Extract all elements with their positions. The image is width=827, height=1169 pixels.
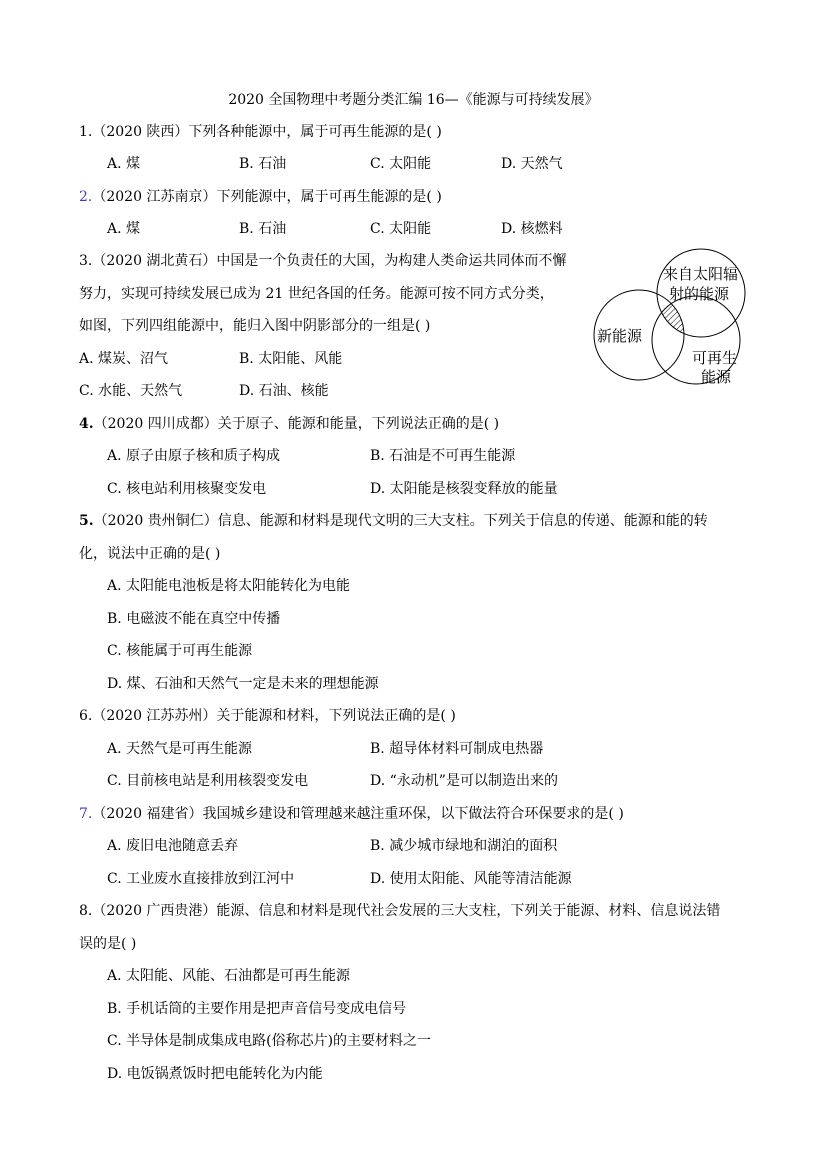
question-7-number: 7. <box>79 806 93 822</box>
q8-option-a: A. 太阳能、风能、石油都是可再生能源 <box>107 968 351 984</box>
q6-option-b: B. 超导体材料可制成电热器 <box>370 741 544 757</box>
q6-option-c: C. 目前核电站是利用核裂变发电 <box>107 773 309 789</box>
q1-option-b: B. 石油 <box>239 156 287 172</box>
q2-option-d: D. 核燃料 <box>501 221 563 237</box>
q7-option-a: A. 废旧电池随意丢弃 <box>107 838 239 854</box>
question-5-stem-line-1 <box>79 510 708 530</box>
question-1-stem: 1.（2020 陕西）下列各种能源中，属于可再生能源的是( ) <box>79 124 442 140</box>
q3-option-d: D. 石油、核能 <box>239 383 329 399</box>
question-3-stem-line-2: 努力，实现可持续发展已成为 21 世纪各国的任务。能源可按不同方式分类， <box>79 286 554 302</box>
q5-option-b: B. 电磁波不能在真空中传播 <box>107 611 281 627</box>
label-solar-line-1: 来自太阳辐 <box>663 265 739 283</box>
question-5-text: （2020 贵州铜仁）信息、能源和材料是现代文明的三大支柱。下列关于信息的传递、能源和能的转 <box>93 513 708 529</box>
question-8-stem-line-1: 8.（2020 广西贵港）能源、信息和材料是现代社会发展的三大支柱，下列关于能源、材料、信息说法错 <box>79 903 721 919</box>
question-4-number: 4. <box>79 416 94 432</box>
label-renewable-line-2: 能源 <box>701 368 732 386</box>
q1-option-a: A. 煤 <box>107 156 141 172</box>
q8-option-d: D. 电饭锅煮饭时把电能转化为内能 <box>107 1066 323 1082</box>
q7-option-b: B. 减少城市绿地和湖泊的面积 <box>370 838 558 854</box>
q3-option-b: B. 太阳能、风能 <box>239 351 343 367</box>
question-7-stem <box>79 803 624 823</box>
q5-option-a: A. 太阳能电池板是将太阳能转化为电能 <box>107 578 351 594</box>
question-3-stem-line-1: 3.（2020 湖北黄石）中国是一个负责任的大国，为构建人类命运共同体而不懈 <box>79 253 567 269</box>
venn-diagram <box>589 247 754 387</box>
question-4-text: （2020 四川成都）关于原子、能源和能量，下列说法正确的是( ) <box>93 416 500 432</box>
q1-option-d: D. 天然气 <box>501 156 563 172</box>
q3-option-a: A. 煤炭、沼气 <box>79 351 169 367</box>
question-7-text: （2020 福建省）我国城乡建设和管理越来越注重环保，以下做法符合环保要求的是( ) <box>92 806 624 822</box>
q2-option-b: B. 石油 <box>239 221 287 237</box>
q8-option-c: C. 半导体是制成集成电路(俗称芯片)的主要材料之一 <box>107 1033 432 1049</box>
q2-option-a: A. 煤 <box>107 221 141 237</box>
question-2-text: （2020 江苏南京）下列能源中，属于可再生能源的是( ) <box>92 189 442 205</box>
q6-option-d: D. “永动机”是可以制造出来的 <box>370 773 558 789</box>
question-6-stem: 6.（2020 江苏苏州）关于能源和材料，下列说法正确的是( ) <box>79 708 456 724</box>
question-2-number: 2. <box>79 189 93 205</box>
question-4-stem <box>79 413 499 433</box>
q7-option-c: C. 工业废水直接排放到江河中 <box>107 871 295 887</box>
q1-option-c: C. 太阳能 <box>370 156 432 172</box>
venn-diagram-svg <box>589 247 754 387</box>
label-new-energy: 新能源 <box>597 327 643 345</box>
q8-option-b: B. 手机话筒的主要作用是把声音信号变成电信号 <box>107 1001 407 1017</box>
question-2-stem <box>79 186 442 206</box>
question-3-stem-line-3: 如图，下列四组能源中，能归入图中阴影部分的一组是( ) <box>79 318 431 334</box>
q5-option-d: D. 煤、石油和天然气一定是未来的理想能源 <box>107 676 379 692</box>
page-title: 2020 全国物理中考题分类汇编 16—《能源与可持续发展》 <box>228 92 599 108</box>
label-renewable-line-1: 可再生 <box>692 349 738 367</box>
question-8-stem-line-2: 误的是( ) <box>79 936 137 952</box>
q4-option-b: B. 石油是不可再生能源 <box>370 448 516 464</box>
label-solar-line-2: 射的能源 <box>669 285 730 303</box>
q3-option-c: C. 水能、天然气 <box>79 383 183 399</box>
q4-option-d: D. 太阳能是核裂变释放的能量 <box>370 481 558 497</box>
q4-option-c: C. 核电站利用核聚变发电 <box>107 481 267 497</box>
q6-option-a: A. 天然气是可再生能源 <box>107 741 253 757</box>
q7-option-d: D. 使用太阳能、风能等清洁能源 <box>370 871 572 887</box>
q4-option-a: A. 原子由原子核和质子构成 <box>107 448 281 464</box>
q2-option-c: C. 太阳能 <box>370 221 432 237</box>
q5-option-c: C. 核能属于可再生能源 <box>107 643 253 659</box>
question-5-stem-line-2: 化，说法中正确的是( ) <box>79 546 221 562</box>
question-5-number: 5. <box>79 513 94 529</box>
